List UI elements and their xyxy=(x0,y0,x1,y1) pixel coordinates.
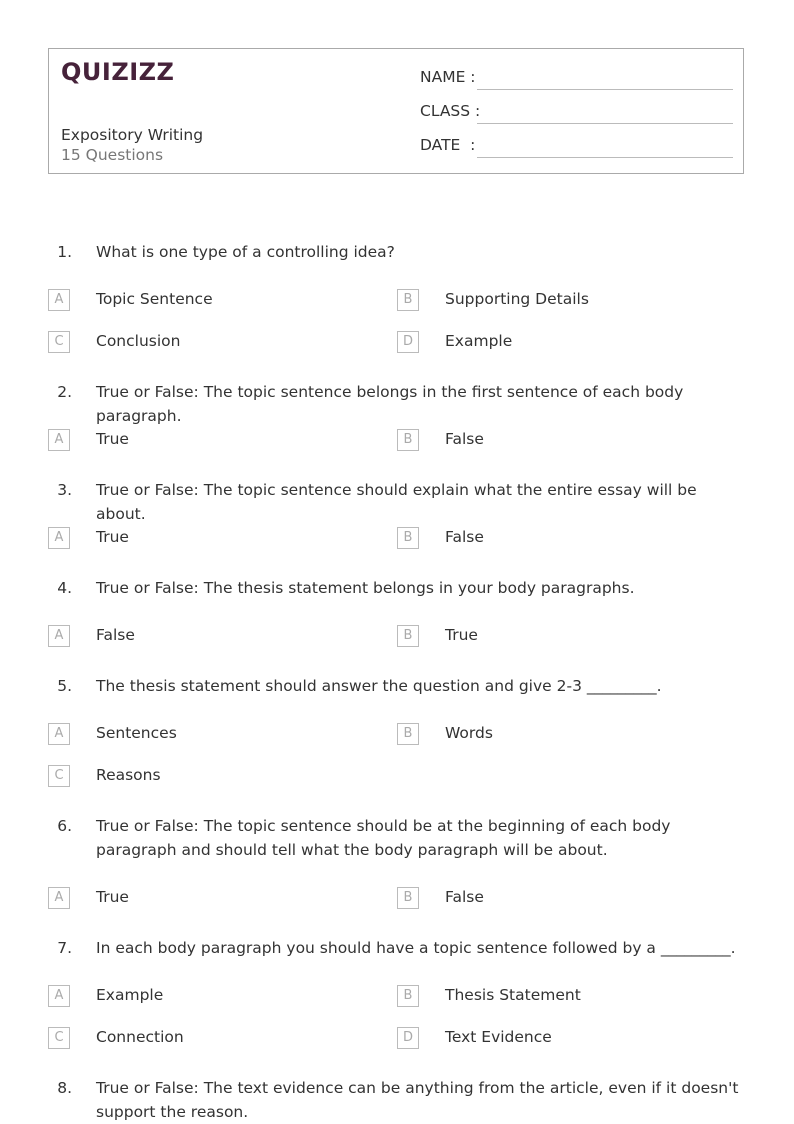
option-text: Example xyxy=(445,332,513,350)
option-letter-box[interactable]: A xyxy=(48,289,70,311)
option-letter-box[interactable]: B xyxy=(397,289,419,311)
question-text: True or False: The thesis statement belongs in your body paragraphs. xyxy=(96,579,635,597)
option-text: Words xyxy=(445,724,493,742)
worksheet-header xyxy=(48,48,744,174)
question-text: True or False: The topic sentence should explain what the entire essay will be about. xyxy=(96,481,697,523)
option-letter-box[interactable]: B xyxy=(397,527,419,549)
option-letter-box[interactable]: A xyxy=(48,527,70,549)
question-number: 1. xyxy=(57,243,72,261)
option-text: False xyxy=(445,888,484,906)
option-letter-box[interactable]: A xyxy=(48,429,70,451)
option-letter-box[interactable]: B xyxy=(397,429,419,451)
question-text: In each body paragraph you should have a topic sentence followed by a _________. xyxy=(96,939,736,957)
date-label: DATE : xyxy=(420,136,476,154)
option-letter-box[interactable]: D xyxy=(397,1027,419,1049)
worksheet-title: Expository Writing xyxy=(61,126,204,144)
option-letter-box[interactable]: C xyxy=(48,765,70,787)
date-line xyxy=(477,157,733,158)
class-line xyxy=(477,123,733,124)
option-text: Sentences xyxy=(96,724,177,742)
option-text: Thesis Statement xyxy=(445,986,581,1004)
option-text: True xyxy=(96,528,129,546)
option-text: True xyxy=(96,888,129,906)
option-text: Conclusion xyxy=(96,332,181,350)
question-text: The thesis statement should answer the question and give 2-3 _________. xyxy=(96,677,662,695)
question-count: 15 Questions xyxy=(61,146,164,164)
quizizz-logo: QUIZIZZ xyxy=(61,58,175,86)
option-text: True xyxy=(445,626,478,644)
option-text: False xyxy=(96,626,135,644)
option-letter-box[interactable]: C xyxy=(48,331,70,353)
option-text: True xyxy=(96,430,129,448)
option-text: False xyxy=(445,430,484,448)
question-number: 6. xyxy=(57,817,72,835)
option-letter-box[interactable]: B xyxy=(397,887,419,909)
question-text: What is one type of a controlling idea? xyxy=(96,243,395,261)
option-letter-box[interactable]: D xyxy=(397,331,419,353)
question-text: True or False: The topic sentence belongs in the first sentence of each body paragraph. xyxy=(96,383,684,425)
option-text: Supporting Details xyxy=(445,290,589,308)
option-text: Example xyxy=(96,986,164,1004)
option-text: Topic Sentence xyxy=(96,290,213,308)
name-line xyxy=(477,89,733,90)
name-label: NAME : xyxy=(420,68,476,86)
option-letter-box[interactable]: A xyxy=(48,625,70,647)
question-number: 5. xyxy=(57,677,72,695)
option-letter-box[interactable]: B xyxy=(397,985,419,1007)
option-text: Text Evidence xyxy=(445,1028,552,1046)
option-letter-box[interactable]: B xyxy=(397,625,419,647)
class-label: CLASS : xyxy=(420,102,481,120)
question-number: 4. xyxy=(57,579,72,597)
option-text: False xyxy=(445,528,484,546)
option-text: Connection xyxy=(96,1028,184,1046)
option-letter-box[interactable]: C xyxy=(48,1027,70,1049)
question-text: True or False: The text evidence can be anything from the article, even if it doesn't support the reason. xyxy=(96,1079,739,1121)
option-letter-box[interactable]: A xyxy=(48,887,70,909)
option-letter-box[interactable]: B xyxy=(397,723,419,745)
question-number: 7. xyxy=(57,939,72,957)
question-text: True or False: The topic sentence should be at the beginning of each body paragraph and should tell what the body paragraph will be about. xyxy=(96,817,671,859)
question-number: 2. xyxy=(57,383,72,401)
question-number: 3. xyxy=(57,481,72,499)
question-number: 8. xyxy=(57,1079,72,1097)
option-text: Reasons xyxy=(96,766,161,784)
option-letter-box[interactable]: A xyxy=(48,985,70,1007)
option-letter-box[interactable]: A xyxy=(48,723,70,745)
